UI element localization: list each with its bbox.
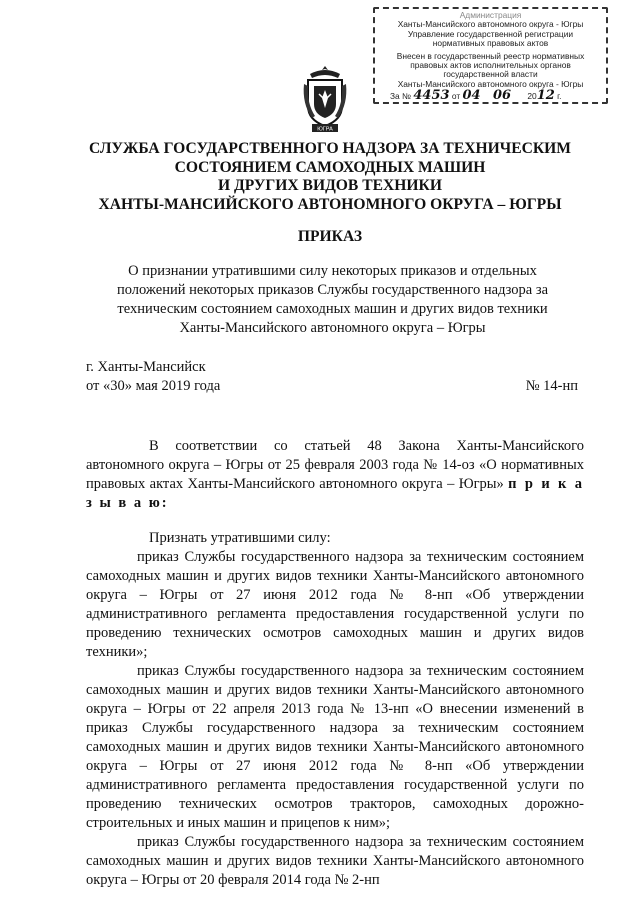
stamp-reg-number: 4453 [413, 88, 450, 104]
stamp-line: Внесен в государственный реестр нормативных [396, 50, 585, 61]
stamp-line: нормативных правовых актов [432, 38, 549, 49]
heading-line: ХАНТЫ-МАНСИЙСКОГО АВТОНОМНОГО ОКРУГА – ЮГРЫ [98, 195, 562, 213]
intro-paragraph: Признать утратившими силу: [149, 530, 331, 546]
subject-line: Ханты-Мансийского автономного округа – Югры [179, 320, 486, 336]
document-date: от «30» мая 2019 года [86, 378, 221, 394]
repealed-item: приказ Службы государственного надзора за техническим состоянием самоходных машин и других видов техники Ханты-Мансийского автономного округа – Югры от 20 февраля 2014 года № 2-нп [86, 834, 584, 888]
order-word: п р и к а з ы в а ю: [86, 476, 584, 511]
stamp-line: Ханты-Мансийского автономного округа - Югры [397, 78, 584, 89]
stamp-reg-prefix: За № [390, 91, 412, 102]
stamp-line: Управление государственной регистрации [407, 28, 574, 39]
stamp-reg-year-prefix: 20 [527, 91, 537, 102]
stamp-line: правовых актов исполнительных органов [410, 60, 571, 71]
heading-line: СОСТОЯНИЕМ САМОХОДНЫХ МАШИН [174, 158, 486, 176]
heading-line: И ДРУГИХ ВИДОВ ТЕХНИКИ [218, 177, 442, 194]
coat-of-arms-icon [302, 64, 348, 136]
document-subject [95, 262, 570, 338]
stamp-reg-day-prefix: от [451, 91, 461, 102]
registration-stamp [373, 7, 608, 104]
stamp-line: Ханты-Мансийского автономного округа - Югры [397, 19, 584, 30]
stamp-registration-line [378, 88, 603, 104]
stamp-reg-suffix: г. [557, 91, 562, 102]
preamble-paragraph [86, 437, 584, 513]
stamp-reg-month: 06 [492, 88, 512, 104]
repealed-item: приказ Службы государственного надзора за техническим состоянием самоходных машин и других видов техники Ханты-Мансийского автономного округа – Югры от 27 июня 2012 года № 8-нп «Об утверждении административного регламента предоставления государственной услуги по проведению технических осмотров самоходных машин и других видов техники»; [86, 549, 584, 660]
document-type: ПРИКАЗ [297, 228, 363, 245]
subject-line: техническим состоянием самоходных машин и других видов техники [117, 301, 548, 317]
document-number: № 14-нп [525, 378, 578, 394]
heading-line: СЛУЖБА ГОСУДАРСТВЕННОГО НАДЗОРА ЗА ТЕХНИЧЕСКИМ [88, 140, 572, 157]
stamp-line: Администрация [459, 10, 522, 20]
document-body [86, 437, 584, 890]
repealed-item: приказ Службы государственного надзора за техническим состоянием самоходных машин и других видов техники Ханты-Мансийского автономного округа – Югры от 22 апреля 2013 года № 13-нп «О внесении изменений в приказ Службы государственного надзора за техническим состоянием самоходных машин и других видов техники Ханты-Мансийского автономного округа – Югры от 27 июня 2012 года № 8-нп «Об утверждении административного регламента предоставления государственной услуги по проведению технических осмотров тракторов, самоходных дорожно-строительных и иных машин и прицепов к ним»; [86, 663, 584, 831]
subject-line: О признании утратившими силу некоторых приказов и отдельных [128, 263, 537, 279]
issuer-heading [70, 140, 590, 214]
stamp-reg-day: 04 [462, 88, 481, 104]
preamble-text: В соответствии со статьей 48 Закона Ханты-Мансийского автономного округа – Югры от 25 февраля 2003 года № 14-оз «О нормативных правовых актах Ханты-Мансийского автономного округа – Югры» [86, 438, 584, 492]
document-city: г. Ханты-Мансийск [86, 359, 206, 375]
subject-line: положений некоторых приказов Службы государственного надзора за [116, 282, 549, 298]
emblem-label: ЮГРА [317, 126, 333, 133]
stamp-line: государственной власти [443, 69, 538, 80]
stamp-reg-year: 12 [536, 88, 555, 104]
